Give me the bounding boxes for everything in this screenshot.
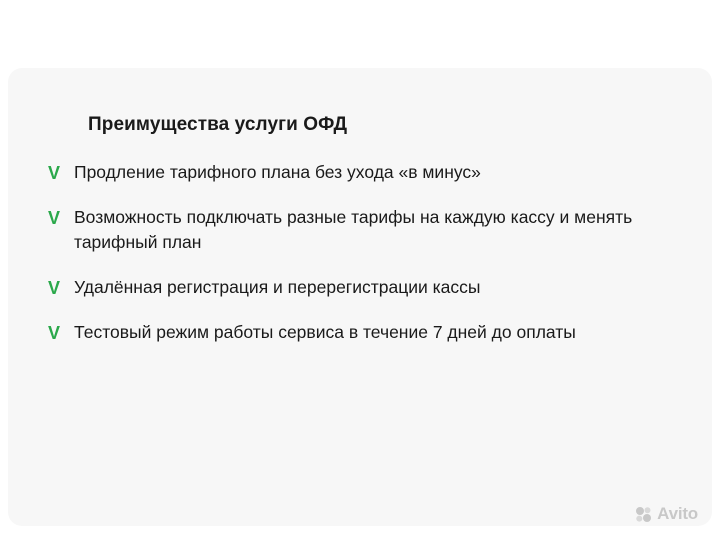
list-item bbox=[48, 320, 672, 345]
avito-watermark-label: Avito bbox=[657, 504, 698, 523]
list-item bbox=[48, 160, 672, 185]
list-item bbox=[48, 205, 672, 255]
check-icon: V bbox=[48, 163, 61, 183]
list-item-label: Возможность подключать разные тарифы на каждую кассу и менять тарифный план bbox=[74, 207, 633, 252]
list-item-label: Продление тарифного плана без ухода «в минус» bbox=[74, 162, 481, 182]
check-icon: V bbox=[48, 278, 61, 298]
card-title: Преимущества услуги ОФД bbox=[88, 114, 348, 135]
check-icon: V bbox=[48, 323, 61, 343]
benefits-list bbox=[48, 160, 672, 345]
list-item-label: Тестовый режим работы сервиса в течение 7 дней до оплаты bbox=[74, 322, 576, 342]
avito-watermark bbox=[635, 504, 698, 524]
avito-logo-icon bbox=[635, 506, 652, 523]
list-item-label: Удалённая регистрация и перерегистрации кассы bbox=[74, 277, 481, 297]
check-icon: V bbox=[48, 208, 61, 228]
list-item bbox=[48, 275, 672, 300]
card-content bbox=[8, 68, 712, 526]
